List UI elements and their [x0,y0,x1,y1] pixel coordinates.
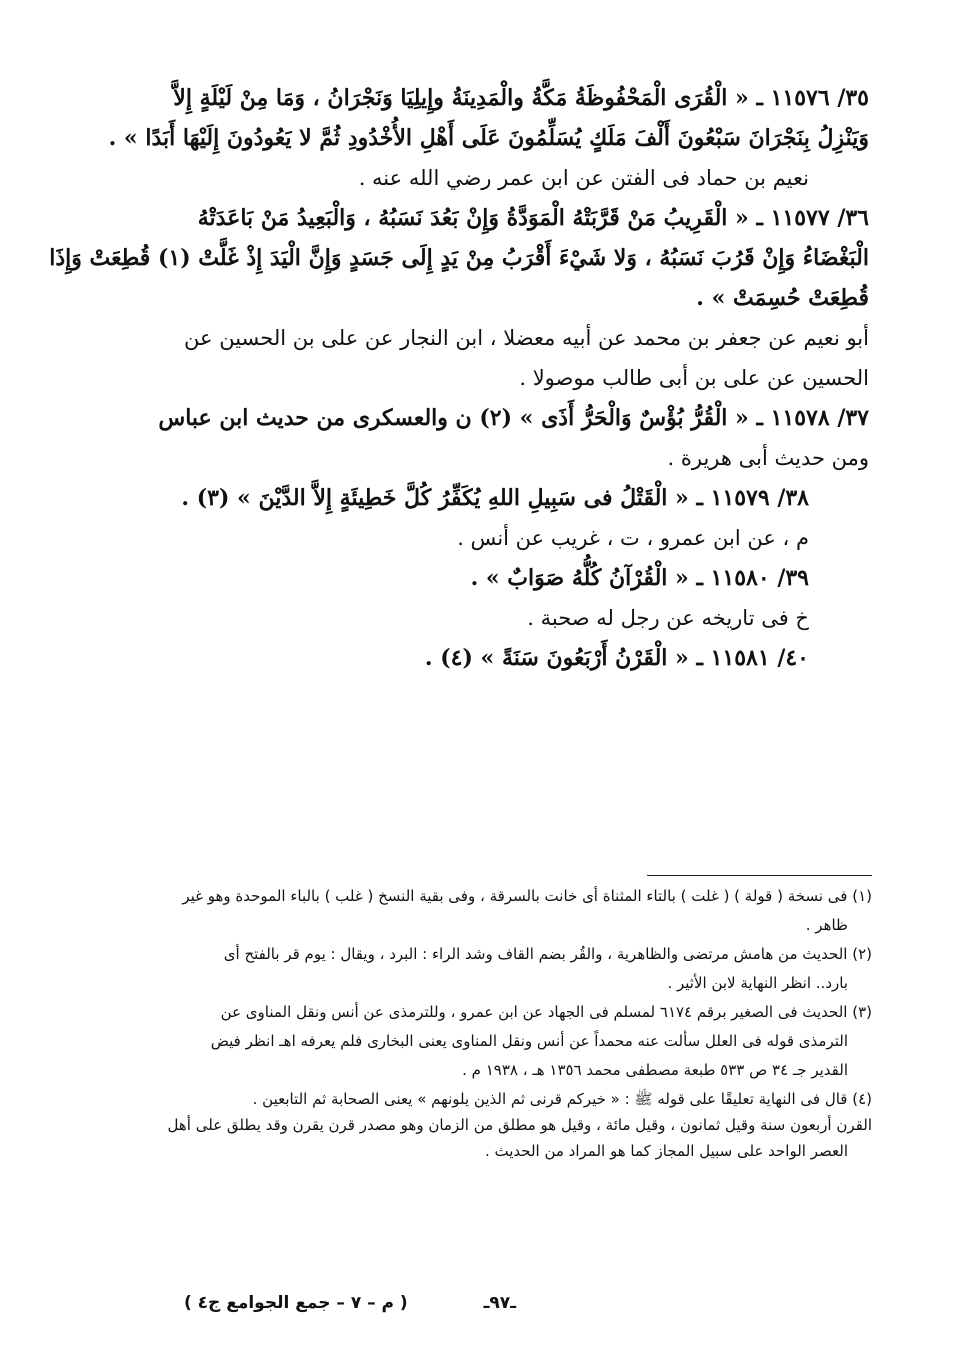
footnote-4-line-2: القرن أربعون سنة وقيل ثمانون ، وقيل مائة ، وقيل هو مطلق من الزمان وهو مصدر قرن يقرن وقد يطلق على أهل [167,1116,872,1134]
hadith-35-line-2: وَيَنْزِلُ بِنَجْرَانَ سَبْعُونَ أَلْفَ مَلَكٍ يُسَلِّمُونَ عَلَى أَهْلِ الأُخْدُودِ ثُمَّ لا يَعُودُونَ إِلَيْهَا أَبَدًا » . [108,125,869,151]
footnote-3-line-2: الترمذى قوله فى العلل سألت عنه محمداً عن أنس ونقل المناوى يعنى البخارى فلم يعرفه اهـ انظر فيض [210,1032,848,1050]
footnote-3-line-1: (٣) الحديث فى الصغير برقم ٦١٧٤ لمسلم فى الجهاد عن ابن عمرو ، وللترمذى عن أنس ونقل المناوى عن [220,1003,872,1021]
hadith-37-source: ومن حديث أبى هريرة . [667,446,869,470]
hadith-38-source: م ، عن ابن عمرو ، ت ، غريب عن أنس . [457,526,809,550]
hadith-40-line-1: ٤٠/ ١١٥٨١ ـ « الْقَرْنُ أَرْبَعُونَ سَنَةً » (٤) . [424,645,809,671]
hadith-37-line-1: ٣٧/ ١١٥٧٨ ـ « الْقُرُّ بُؤْسٌ وَالْحَرُّ أَذَى » (٢) ن والعسكرى من حديث ابن عباس [158,405,869,431]
hadith-35-line-1: ٣٥/ ١١٥٧٦ ـ « الْقُرَى الْمَحْفُوظَةُ مَكَّةُ والْمَدِينَةُ وإِيلِيَا وَنَجْرَانُ ، وَمَا مِنْ لَيْلَةٍ إِلاَّ [173,85,869,111]
hadith-text-body [49,84,869,684]
hadith-38-line-1: ٣٨/ ١١٥٧٩ ـ « الْقَتْلُ فى سَبِيلِ اللهِ يُكَفِّرُ كُلَّ خَطِيئَةٍ إِلاَّ الدَّيْنَ » (٣) . [181,485,809,511]
footnote-4-line-1: (٤) قال فى النهاية تعليقًا على قوله ﷺ : « خيركم قرنى ثم الذين يلونهم » يعنى الصحابة ثم التابعين . [252,1090,872,1108]
footnote-separator [647,875,872,876]
page-footer [106,1292,516,1314]
hadith-39-line-1: ٣٩/ ١١٥٨٠ ـ « الْقُرْآنُ كُلُّهُ صَوَابٌ » . [470,565,809,591]
hadith-35-source: نعيم بن حماد فى الفتن عن ابن عمر رضي الله عنه . [358,166,809,190]
hadith-36-line-2: الْبَغْضَاءُ وَإِنْ قَرُبَ نَسَبُهُ ، وَلا شَيْءَ أَقْرَبُ مِنْ يَدٍ إِلَى جَسَدٍ وَإِنَّ الْيَدَ إِذْ غَلَّتْ (١) قُطِعَتْ وَإِذَا [49,245,869,271]
footnote-1-line-2: ظاهر . [805,916,848,934]
footnotes-section [100,886,872,1167]
hadith-36-line-1: ٣٦/ ١١٥٧٧ ـ « الْقَرِيبُ مَنْ قَرَّبَتْهُ الْمَوَدَّةُ وَإِنْ بَعُدَ نَسَبُهُ ، وَالْبَعِيدُ مَنْ بَاعَدَتْهُ [197,205,869,231]
hadith-36-source-line-1: أبو نعيم عن جعفر بن محمد عن أبيه معضلا ، ابن النجار عن على بن الحسين عن [184,326,869,350]
footnote-2-line-2: بارد.. انظر النهاية لابن الأثير . [667,974,848,992]
footnote-2-line-1: (٢) الحديث من هامش مرتضى والظاهرية ، والقُر بضم القاف وشد الراء : البرد ، ويقال : يوم قر بالفتح أى [223,945,872,963]
hadith-39-source: خ فى تاريخه عن رجل له صحبة . [527,606,809,630]
hadith-36-line-3: قُطِعَتْ حُسِمَتْ » . [696,285,869,311]
hadith-36-source-line-2: الحسين عن على بن أبى طالب موصولا . [519,366,869,390]
footnote-1-line-1: (١) فى نسخة ( قولة ) ( غلت ) بالتاء المثناة أى خانت بالسرقة ، وفى بقية النسخ ( غلب ) بالباء الموحدة وهو غير [182,887,872,905]
footnote-4-line-3: العصر الواحد على سبيل المجاز كما هو المراد من الحديث . [484,1142,848,1160]
book-reference: ( م – ٧ – جمع الجوامع ج٤ ) [183,1293,408,1313]
page-number: ـ٩٧ـ [483,1293,516,1313]
footnote-3-line-3: القدير جـ ٣٤ ص ٥٣٣ طبعة مصطفى محمد ١٣٥٦ هـ ، ١٩٣٨ م . [462,1061,848,1079]
